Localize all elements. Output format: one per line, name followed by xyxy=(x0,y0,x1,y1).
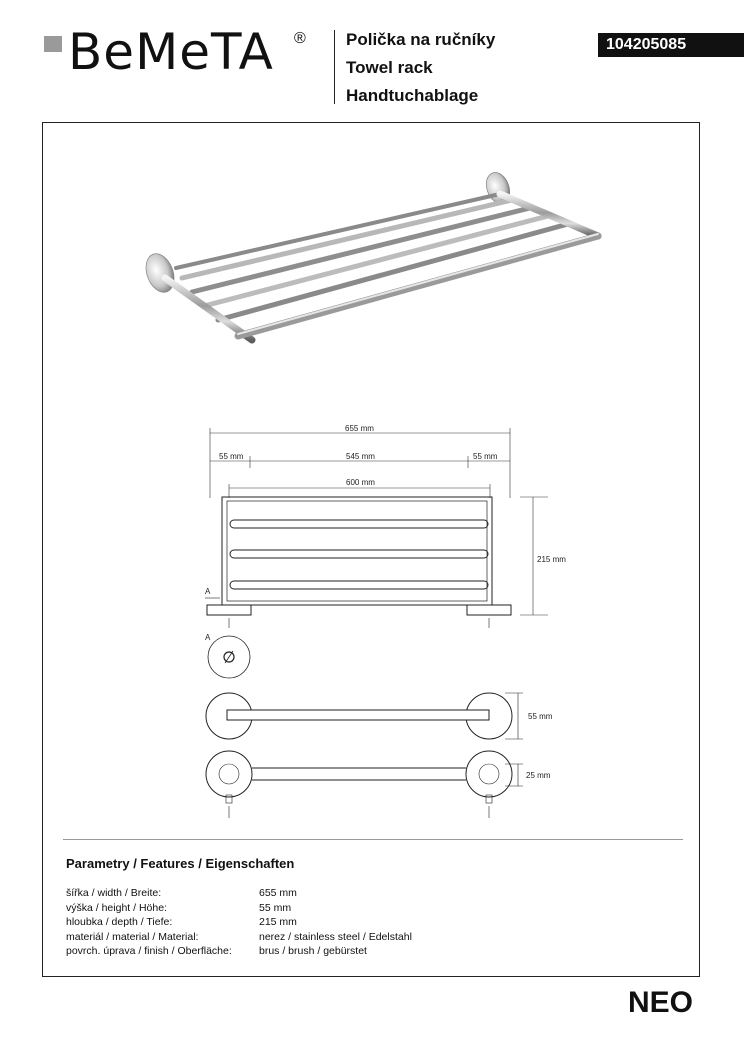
brand-name: BeMeTA xyxy=(68,23,274,81)
feature-value: 215 mm xyxy=(259,916,297,929)
feature-row-material xyxy=(66,930,412,945)
dim-depth: 215 mm xyxy=(537,555,566,564)
feature-value: 55 mm xyxy=(259,901,292,914)
title-czech: Polička na ručníky xyxy=(346,30,496,49)
series-name: NEO xyxy=(628,986,694,1019)
top-view xyxy=(206,693,523,739)
dim-side-right: 55 mm xyxy=(473,452,498,461)
feature-row-depth xyxy=(66,915,412,930)
title-german: Handtuchablage xyxy=(346,86,479,105)
feature-label: povrch. úprava / finish / Oberfläche: xyxy=(66,945,232,958)
feature-label: výška / height / Höhe: xyxy=(66,901,167,914)
feature-row-height xyxy=(66,901,412,916)
features-table xyxy=(66,886,412,959)
front-view xyxy=(206,751,523,818)
product-render xyxy=(141,169,598,340)
registered-mark: ® xyxy=(294,30,306,47)
feature-row-width xyxy=(66,886,412,901)
section-divider xyxy=(63,839,683,840)
detail-a-label: A xyxy=(205,633,211,642)
dim-height-side: 25 mm xyxy=(526,771,551,780)
dim-height-top: 55 mm xyxy=(528,712,553,721)
feature-row-finish xyxy=(66,944,412,959)
features-title: Parametry / Features / Eigenschaften xyxy=(66,856,295,871)
feature-label: šířka / width / Breite: xyxy=(66,887,162,899)
dim-side-left: 55 mm xyxy=(219,452,244,461)
detail-marker-a: A xyxy=(205,587,211,596)
dim-middle: 545 mm xyxy=(346,452,375,461)
feature-value: nerez / stainless steel / Edelstahl xyxy=(259,930,412,943)
feature-label: materiál / material / Material: xyxy=(66,930,199,943)
feature-label: hloubka / depth / Tiefe: xyxy=(66,916,173,929)
dim-overall-width: 655 mm xyxy=(345,424,374,433)
dim-inner: 600 mm xyxy=(346,478,375,487)
title-english: Towel rack xyxy=(346,58,433,77)
product-code-badge: 104205085 xyxy=(598,33,744,57)
detail-a-view xyxy=(208,636,250,678)
side-view xyxy=(205,497,511,628)
feature-value: brus / brush / gebürstet xyxy=(259,945,367,958)
feature-value: 655 mm xyxy=(259,887,297,899)
